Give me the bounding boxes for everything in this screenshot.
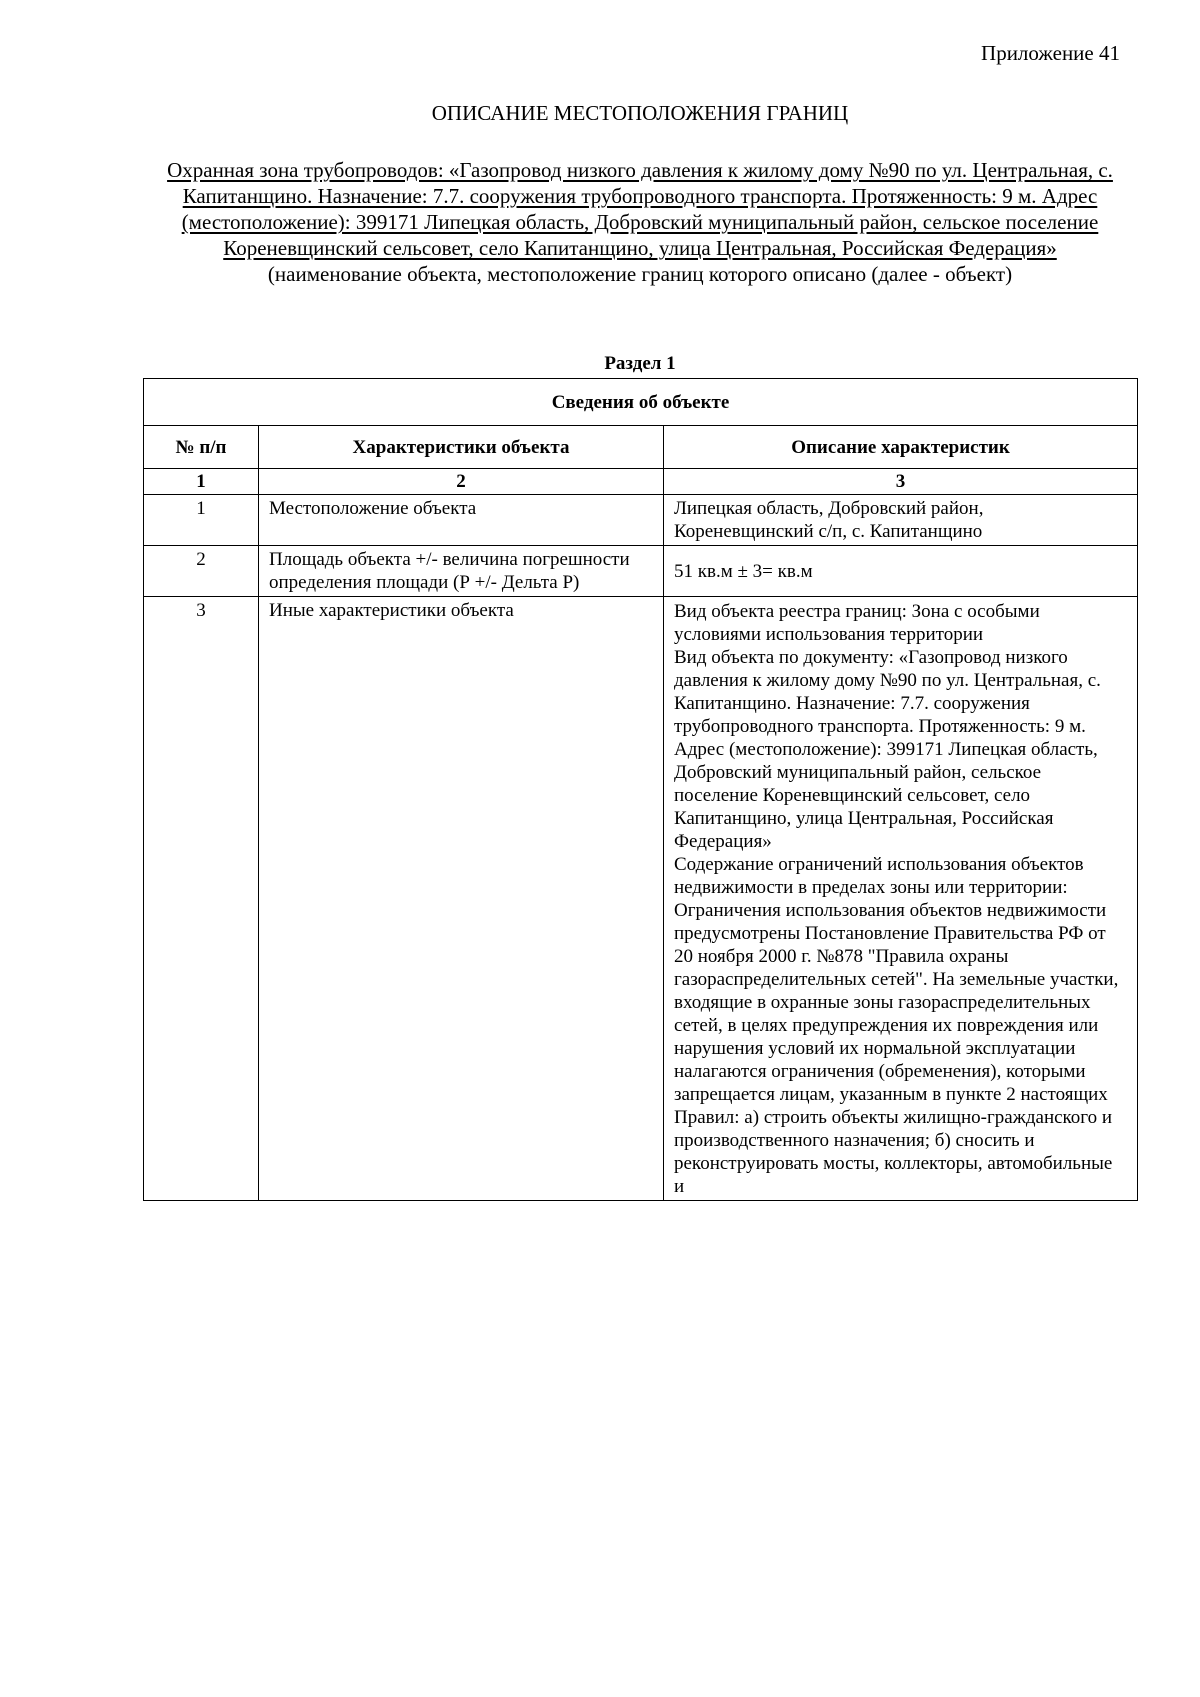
table-title-row (144, 379, 1138, 426)
row-characteristic: Местоположение объекта (259, 495, 664, 546)
row-number: 1 (144, 495, 259, 546)
description-paragraph: Вид объекта по документу: «Газопровод низкого давления к жилому дому №90 по ул. Центральная, с. Капитанщино. Назначение: 7.7. сооружения трубопроводного транспорта. Протяженность: 9 м. Адрес (местоположение): 399171 Липецкая область, Добровский муниципальный район, сельское поселение Кореневщинский сельсовет, село Капитанщино, улица Центральная, Российская Федерация» (674, 647, 1101, 852)
appendix-label: Приложение 41 (981, 41, 1120, 65)
object-name: Охранная зона трубопроводов: «Газопровод низкого давления к жилому дому №90 по ул. Центральная, с. Капитанщино. Назначение: 7.7. сооружения трубопроводного транспорта. Протяженность: 9 м. Адрес (местоположение): 399171 Липецкая область, Добровский муниципальный район, сельское поселение Кореневщинский сельсовет, село Капитанщино, улица Центральная, Российская Федерация» (167, 158, 1113, 260)
row-description: 51 кв.м ± 3= кв.м (664, 546, 1138, 597)
row-description: Липецкая область, Добровский район, Кореневщинский с/п, с. Капитанщино (664, 495, 1138, 546)
table-row (144, 597, 1138, 1201)
section-label: Раздел 1 (604, 353, 676, 374)
column-header-number: № п/п (144, 426, 259, 469)
row-characteristic: Площадь объекта +/- величина погрешности определения площади (Р +/- Дельта Р) (259, 546, 664, 597)
column-number-1: 1 (144, 469, 259, 495)
description-paragraph: Вид объекта реестра границ: Зона с особыми условиями использования территории (674, 601, 1040, 645)
object-info-table (143, 378, 1138, 1201)
table-title: Сведения об объекте (144, 379, 1138, 426)
column-header-row (144, 426, 1138, 469)
document-title: ОПИСАНИЕ МЕСТОПОЛОЖЕНИЯ ГРАНИЦ (431, 101, 849, 125)
column-number-3: 3 (664, 469, 1138, 495)
column-header-description: Описание характеристик (664, 426, 1138, 469)
column-number-2: 2 (259, 469, 664, 495)
column-header-characteristic: Характеристики объекта (259, 426, 664, 469)
object-name-caption: (наименование объекта, местоположение границ которого описано (далее - объект) (267, 262, 1013, 286)
row-number: 2 (144, 546, 259, 597)
table-row (144, 495, 1138, 546)
row-number: 3 (144, 597, 259, 1201)
row-characteristic: Иные характеристики объекта (259, 597, 664, 1201)
object-name-block (150, 157, 1130, 287)
description-paragraph: Содержание ограничений использования объектов недвижимости в пределах зоны или территории: Ограничения использования объектов недвижимости предусмотрены Постановление Правительства РФ от 20 ноября 2000 г. №878 "Правила охраны газораспределительных сетей". На земельные участки, входящие в охранные зоны газораспределительных сетей, в целях предупреждения их повреждения или нарушения условий их нормальной эксплуатации налагаются ограничения (обременения), которыми запрещается лицам, указанным в пункте 2 настоящих Правил: а) строить объекты жилищно-гражданского и производственного назначения; б) сносить и реконструировать мосты, коллекторы, автомобильные и (674, 854, 1119, 1197)
table-row (144, 546, 1138, 597)
row-description (664, 597, 1138, 1201)
column-number-row (144, 469, 1138, 495)
